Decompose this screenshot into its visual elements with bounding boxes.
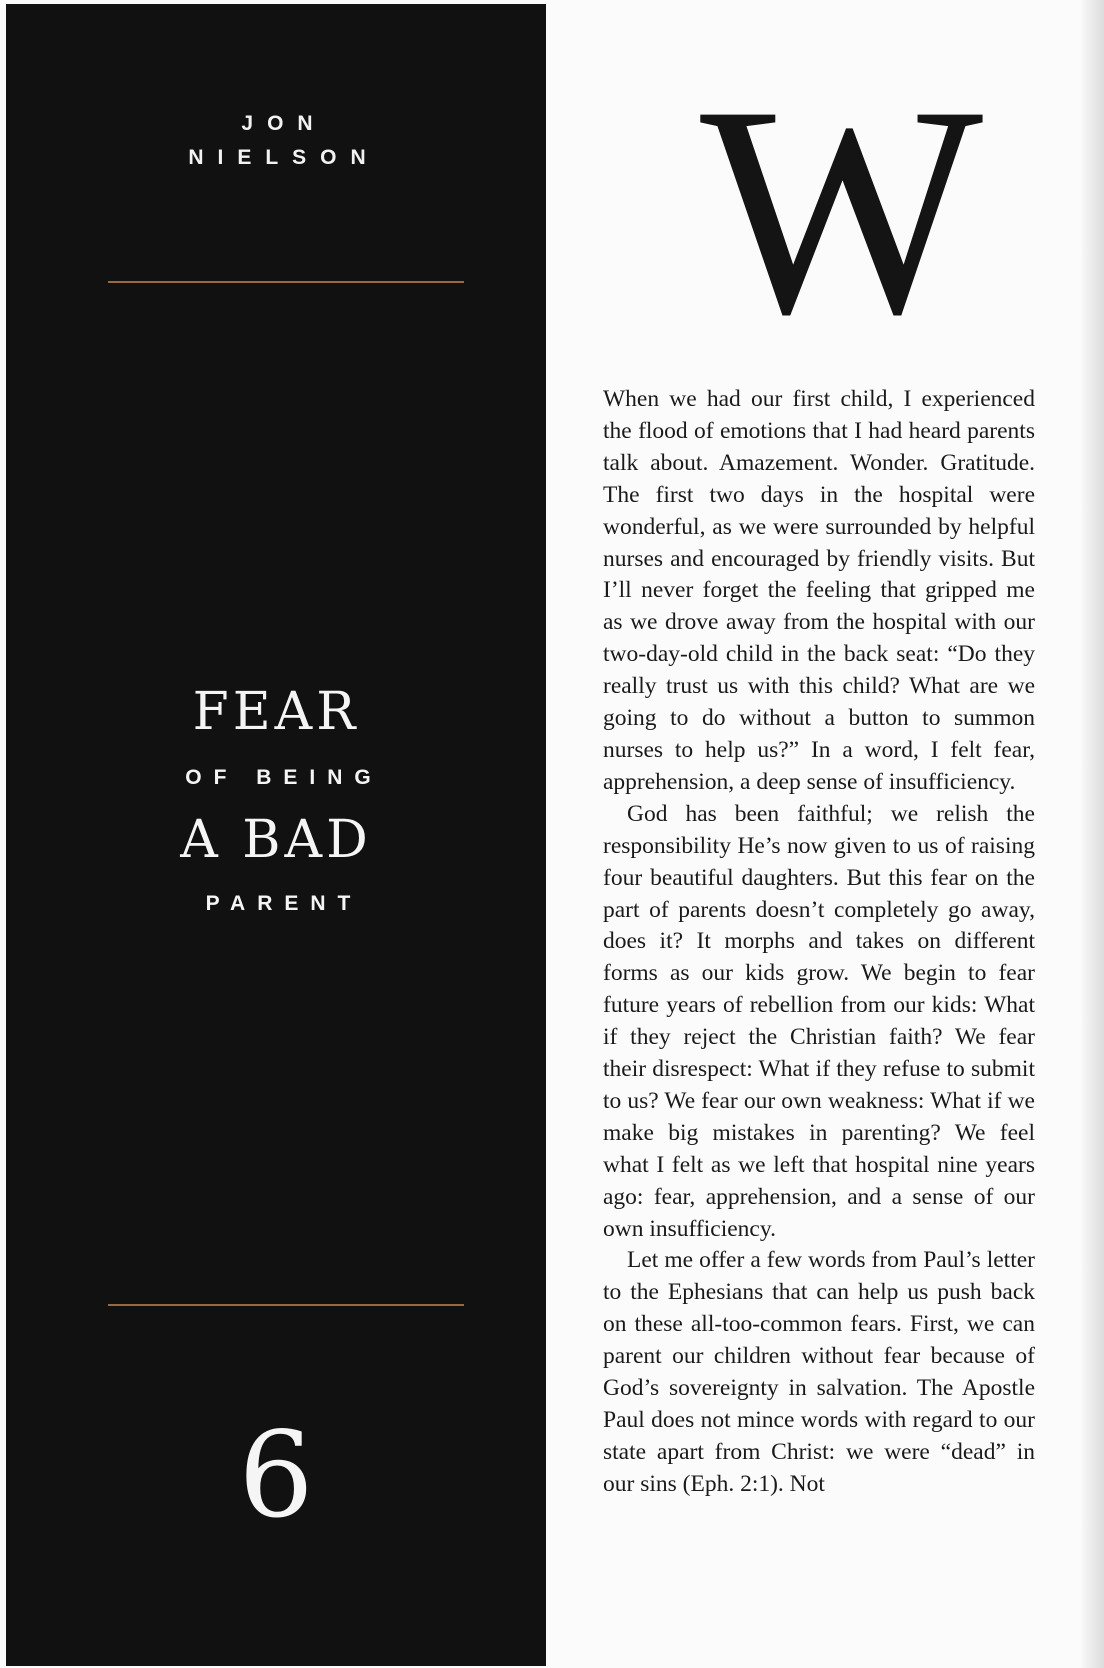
paragraph-1: When we had our first child, I experienced the flood of emotions that I had heard parents talk about. Amazement. Wonder. Gratitude. The first two days in the hospital were wonderful, as we were surrounded by helpful nurses and encouraged by friendly visits. But I’ll never forget the feeling that gripped me as we drove away from the hospital with our two-day-old child in the back seat: “Do they really trust us with this child? What are we going to do without a button to summon nurses to help us?” In a word, I felt fear, apprehension, a deep sense of insufficiency.: [603, 386, 1035, 795]
top-divider: [108, 281, 464, 283]
chapter-number: 6: [238, 1406, 314, 1544]
page-edge-shadow: [1082, 0, 1104, 1668]
drop-cap: W: [700, 44, 984, 376]
article-body: [603, 384, 1035, 1501]
title-of-being: OF BEING: [185, 766, 383, 789]
bottom-divider: [108, 1304, 464, 1306]
title-parent: PARENT: [205, 892, 363, 915]
paragraph-2: God has been faithful; we relish the responsibility He’s now given to us of raising four beautiful daughters. But this fear on the part of parents doesn’t completely go away, does it? It morphs and takes on different forms as our kids grow. We begin to fear future years of rebellion from our kids: What if they reject the Christian faith? We fear their disrespect: What if they refuse to submit to us? We fear our own weakness: What if we make big mistakes in parenting? We feel what I felt as we left that hospital nine years ago: fear, apprehension, and a sense of our own insufficiency.: [603, 800, 1035, 1242]
title-a-bad: A BAD: [180, 810, 372, 870]
author-first-name: JON: [241, 112, 327, 135]
title-fear: FEAR: [192, 682, 360, 742]
paragraph-3: Let me offer a few words from Paul’s letter to the Ephesians that can help us push back on these all-too-common fears. First, we can parent our children without fear because of God’s sovereignty in salvation. The Apostle Paul does not mince words with regard to our state apart from Christ: we were “dead” in our sins (Eph. 2:1). Not: [603, 1247, 1035, 1497]
author-last-name: NIELSON: [188, 146, 380, 169]
title-panel: [6, 4, 546, 1666]
